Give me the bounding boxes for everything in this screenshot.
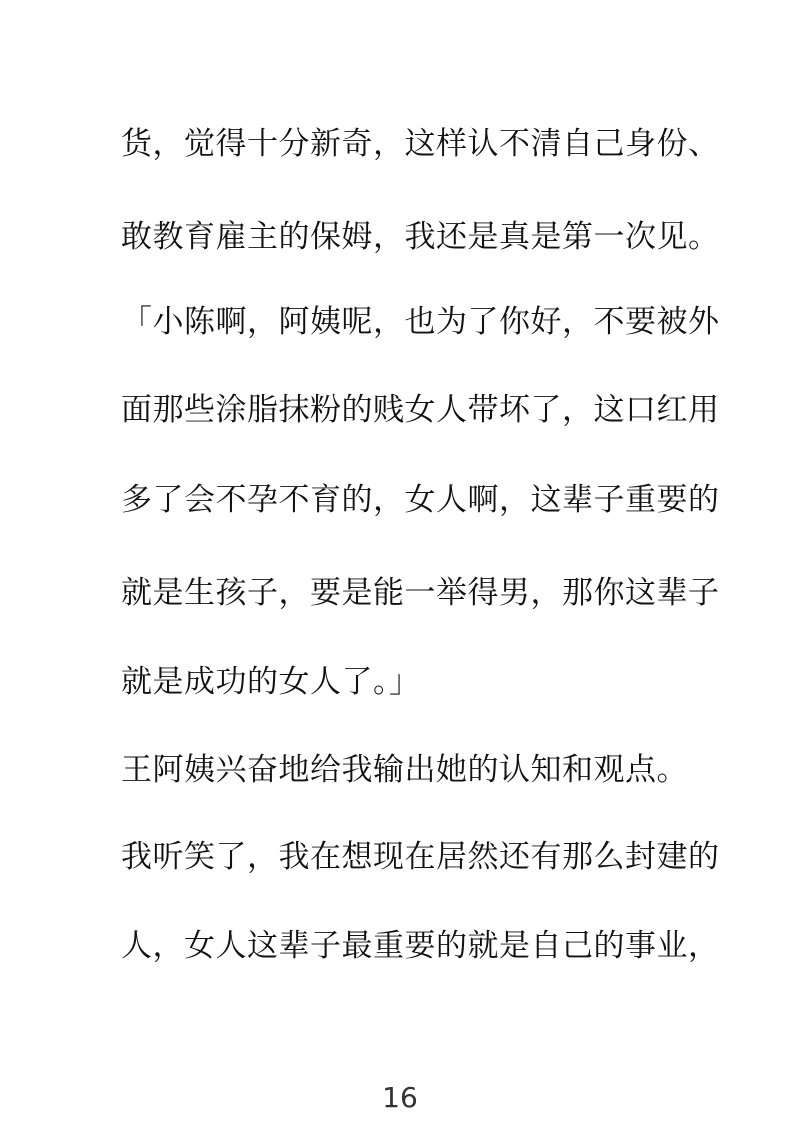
text-line-9: 我听笑了，我在想现在居然还有那么封建的: [121, 839, 720, 875]
text-line-8: 王阿姨兴奋地给我输出她的认知和观点。: [121, 752, 688, 788]
page-number: 16: [382, 1081, 418, 1114]
text-line-3: 「小陈啊，阿姨呢，也为了你好，不要被外: [121, 304, 720, 340]
text-line-6: 就是生孩子，要是能一举得男，那你这辈子: [121, 575, 720, 611]
text-line-4: 面那些涂脂抹粉的贱女人带坏了，这口红用: [121, 392, 720, 428]
text-line-7: 就是成功的女人了。」: [121, 664, 421, 700]
text-line-2: 敢教育雇主的保姆，我还是真是第一次见。: [121, 219, 720, 255]
text-line-5: 多了会不孕不育的，女人啊，这辈子重要的: [121, 482, 720, 518]
text-line-1: 货，觉得十分新奇，这样认不清自己身份、: [121, 126, 720, 162]
text-line-10: 人，女人这辈子最重要的就是自己的事业，: [121, 928, 720, 964]
